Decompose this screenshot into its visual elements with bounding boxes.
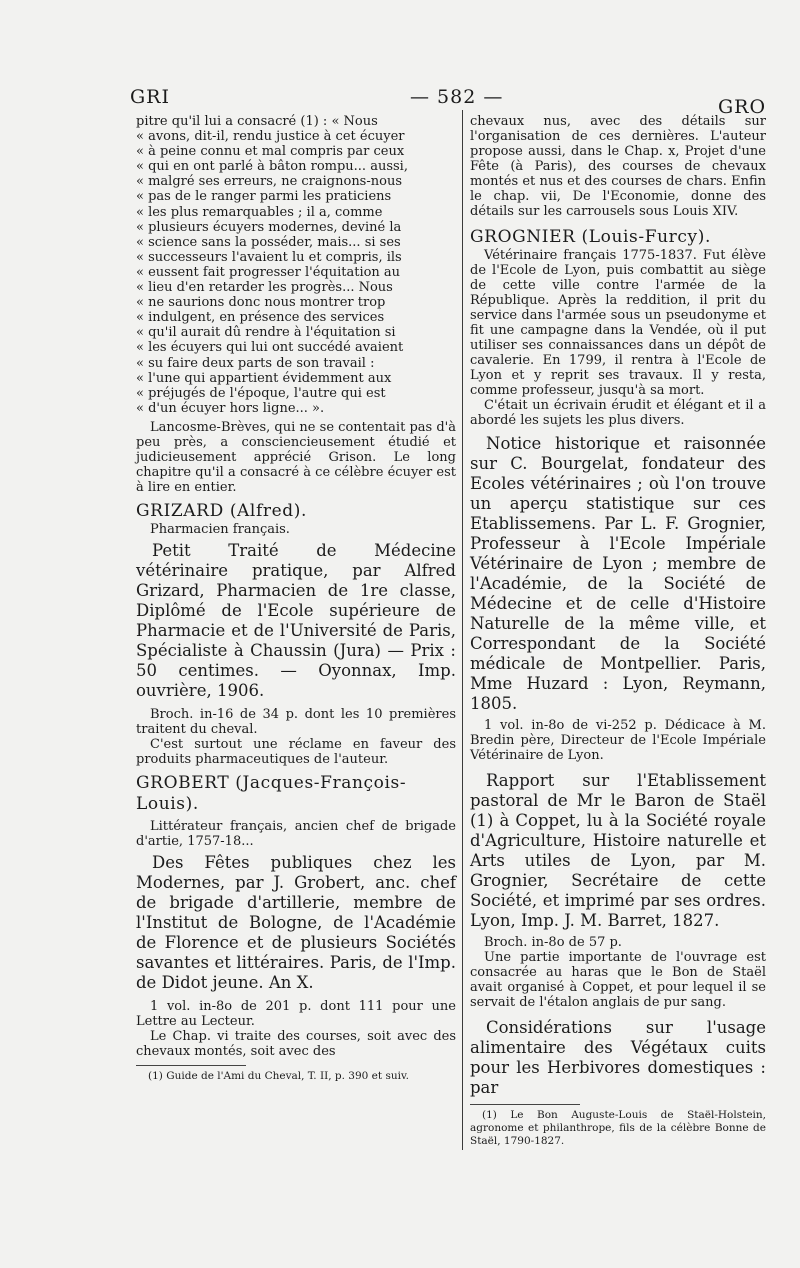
quote-line: « les plus remarquables ; il a, comme [136,204,383,220]
quote-line: « eussent fait progresser l'équitation au [136,264,401,280]
grizard-work-description: Broch. in-16 de 34 p. dont les 10 premières traitent du cheval. [136,706,456,737]
quote-line: « successeurs l'avaient lu et compris, ils [136,249,402,265]
grognier-work-considerations: Considérations sur l'usage alimentaire des Végétaux cuits pour les Herbivores domestiques : par [470,1018,766,1097]
footnote-rule [136,1065,246,1066]
quote-line: « l'une qui appartient évidemment aux [136,370,392,386]
column-divider [462,110,463,1150]
quote-line: « à peine connu et mal compris par ceux [136,144,405,160]
quote-line: « d'un écuyer hors ligne... ». [136,400,325,416]
grognier-work-bourgelat: Notice historique et raisonnée sur C. Bourgelat, fondateur des Ecoles vétérinaires ; où l'on trouve un aperçu statistique sur ces Etablissemens. Par L. F. Grognier, Professeur à l'Ecole Impériale Vétérinaire de Lyon ; membre de l'Académie, de la Société de Médecine et de celle d'Histoire Naturelle de la même ville, et Correspondant de la Société médicale de Montpellier. Paris, Mme Huzard : Lyon, Reymann, 1805. [470,434,766,713]
grizard-work-title: Petit Traité de Médecine vétérinaire pratique, par Alfred Grizard, Pharmacien de 1re classe, Diplômé de l'Ecole supérieure de Pharmacie et de l'Université de Paris, Spécialiste à Chaussin (Jura) — Prix : 50 centimes. — Oyonnax, Imp. ouvrière, 1906. [136,540,456,700]
quote-line: « su faire deux parts de son travail : [136,355,375,371]
running-head-left: GRI [130,86,170,108]
quote-line: « science sans la posséder, mais... si ses [136,234,401,250]
entry-heading-grobert: GROBERT (Jacques-François-Louis). [136,772,407,814]
lancosme-paragraph: Lancosme-Brèves, qui ne se contentait pas d'à peu près, a consciencieusement étudié et judicieusement apprécié Grison. Le long chapitre qu'il a consacré à ce célèbre écuyer est à lire en entier. [136,419,456,495]
quote-line: « malgré ses erreurs, ne craignons-nous [136,174,402,190]
footnote-right: (1) Le Bon Auguste-Louis de Staël-Holstein, agronome et philanthrope, fils de la célèbre Bonne de Staël, 1790-1827. [470,1109,766,1147]
grognier-biography: Vétérinaire français 1775-1837. Fut élève de l'Ecole de Lyon, puis combattit au siège de cette ville contre l'armée de la République. Après la reddition, il prit du service dans l'armée sous un pseudonyme et fit une campagne dans la Vendée, où il put utiliser ses connaissances dans un dépôt de cavalerie. En 1799, il rentra à l'Ecole de Lyon et y reprit ses travaux. Il y resta, comme professeur, jusqu'à sa mort. [470,248,766,398]
footnote-rule [470,1104,580,1105]
quote-line: « les écuyers qui lui ont succédé avaient [136,340,404,356]
grobert-note: Le Chap. vi traite des courses, soit avec des chevaux montés, soit avec des [136,1028,456,1059]
entry-heading-grizard: GRIZARD (Alfred). [136,500,307,521]
footnote-left: (1) Guide de l'Ami du Cheval, T. II, p. 390 et suiv. [148,1069,409,1082]
grognier-work-rapport-note: Une partie importante de l'ouvrage est consacrée au haras que le Bon de Staël avait organisé à Coppet, et pour lequel il se servait de l'étalon anglais de pur sang. [470,950,766,1010]
grognier-work-rapport: Rapport sur l'Etablissement pastoral de Mr le Baron de Staël (1) à Coppet, lu à la Société royale d'Agriculture, Histoire naturelle et Arts utiles de Lyon, par M. Grognier, Secrétaire de cette Société, et imprimé par ses ordres. Lyon, Imp. J. M. Barret, 1827. [470,771,766,930]
grobert-continuation: chevaux nus, avec des détails sur l'organisation de ces dernières. L'auteur propose aussi, dans le Chap. x, Projet d'une Fête (à Paris), des courses de chevaux montés et nus et des courses de chars. Enfin le chap. vii, De l'Economie, donne des détails sur les carrousels sous Louis XIV. [470,114,766,219]
quote-line: « indulgent, en présence des services [136,310,385,326]
quote-line: « préjugés de l'époque, l'autre qui est [136,385,386,401]
quote-line: « plusieurs écuyers modernes, deviné la [136,219,402,235]
grizard-profession: Pharmacien français. [150,521,290,537]
grobert-profession: Littérateur français, ancien chef de brigade d'artie, 1757-18... [136,818,456,849]
running-head-right: GRO [718,96,767,118]
quote-line: « pas de le ranger parmi les praticiens [136,189,392,205]
grizard-note: C'est surtout une réclame en faveur des produits pharmaceutiques de l'auteur. [136,736,456,767]
quote-line: « avons, dit-il, rendu justice à cet écuyer [136,129,405,145]
right-column [470,114,766,1148]
grison-quote [136,114,456,416]
page-number: — 582 — [410,86,504,108]
quote-line: « lieu d'en retarder les progrès... Nous [136,280,393,296]
grognier-work-rapport-description: Broch. in-8o de 57 p. [484,935,622,950]
grobert-work-title: Des Fêtes publiques chez les Modernes, par J. Grobert, anc. chef de brigade d'artillerie, membre de l'Institut de Bologne, de l'Académie de Florence et de plusieurs Sociétés savantes et littéraires. Paris, de l'Imp. de Didot jeune. An X. [136,852,456,992]
quote-line: pitre qu'il lui a consacré (1) : « Nous [136,114,378,129]
grognier-biography-note: C'était un écrivain érudit et élégant et il a abordé les sujets les plus divers. [470,398,766,428]
quote-line: « qui en ont parlé à bâton rompu... aussi, [136,159,408,175]
quote-line: « qu'il aurait dû rendre à l'équitation si [136,325,396,341]
quote-line: « ne saurions donc nous montrer trop [136,295,386,311]
left-column [136,114,456,1083]
entry-heading-grognier: GROGNIER (Louis-Furcy). [470,227,711,247]
grognier-work-bourgelat-description: 1 vol. in-8o de vi-252 p. Dédicace à M. Bredin père, Directeur de l'Ecole Impériale Vétérinaire de Lyon. [470,718,766,763]
grobert-work-description: 1 vol. in-8o de 201 p. dont 111 pour une Lettre au Lecteur. [136,998,456,1029]
